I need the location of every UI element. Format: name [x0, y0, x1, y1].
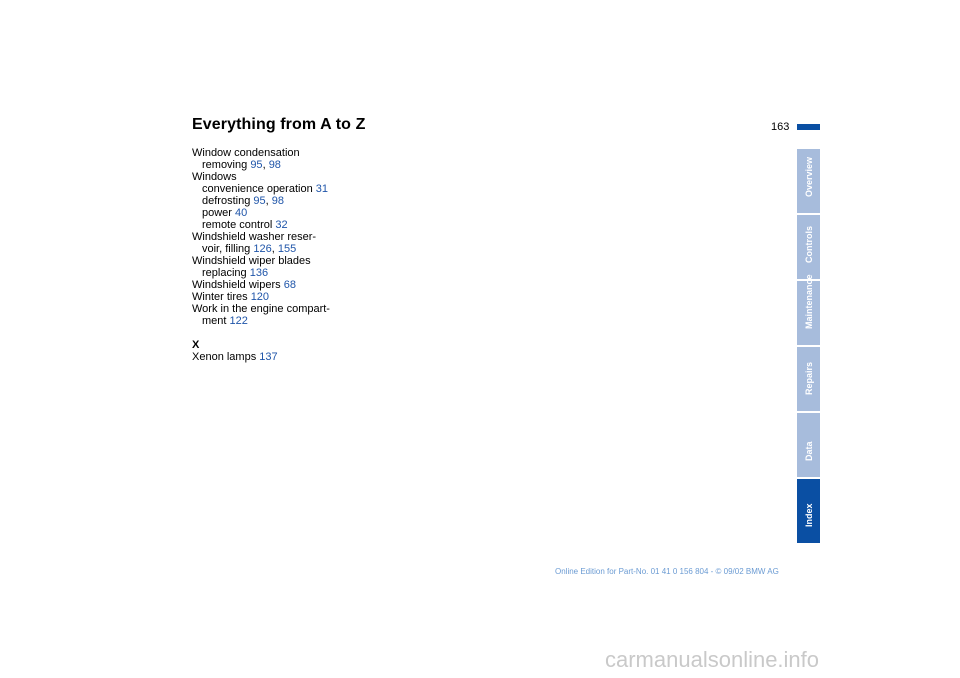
page-reference-link[interactable]: 68 [283, 279, 296, 291]
index-entry [192, 291, 352, 303]
index-entry: removing 95, 98 [202, 159, 281, 171]
tab-index[interactable] [797, 479, 820, 543]
page-reference-link[interactable]: 126 [253, 243, 272, 255]
tab-label: Controls [803, 226, 814, 263]
tab-overview[interactable] [797, 149, 820, 213]
index-entry-text: ment [202, 315, 227, 327]
index-entry-text: Windshield washer reser- [192, 231, 317, 243]
index-entry [192, 267, 352, 279]
page-reference-link[interactable]: 40 [235, 207, 248, 219]
index-entry [192, 219, 352, 231]
index-entry-text: Xenon lamps [192, 351, 257, 363]
index-entry [192, 315, 352, 327]
tab-label: Data [803, 441, 814, 461]
index-entry-text: removing [202, 159, 248, 171]
index-entry-text: remote control [202, 219, 273, 231]
index-entry [192, 351, 352, 363]
index-list [192, 147, 352, 363]
page-reference-link[interactable]: 95 [250, 159, 263, 171]
page-reference-link[interactable]: 98 [268, 159, 281, 171]
index-entry [192, 147, 352, 159]
page-number: 163 [771, 121, 790, 133]
page-reference-link[interactable]: 136 [249, 267, 269, 279]
page-marker [797, 124, 820, 130]
tab-repairs[interactable] [797, 347, 820, 411]
index-letter-heading [192, 339, 352, 351]
page-reference-link[interactable]: 98 [271, 195, 284, 207]
page-reference-link[interactable]: 32 [275, 219, 288, 231]
section-tabs [797, 149, 820, 545]
index-entry [192, 171, 352, 183]
footer-copyright: Online Edition for Part-No. 01 41 0 156 804 - © 09/02 BMW AG [555, 567, 779, 576]
index-entry-text: Windshield wipers [192, 279, 281, 291]
page-reference-link[interactable]: 120 [250, 291, 270, 303]
page-reference-link[interactable]: 155 [277, 243, 297, 255]
index-entry-text: X [192, 339, 200, 351]
index-entry-text: Windshield wiper blades [192, 255, 311, 267]
page-reference-link[interactable]: 95 [253, 195, 266, 207]
index-entry-text: power [202, 207, 232, 219]
index-entry-text: convenience operation [202, 183, 313, 195]
index-entry: voir, filling 126, 155 [202, 243, 297, 255]
index-entry [192, 207, 352, 219]
index-entry-text: voir, filling [202, 243, 251, 255]
index-entry [192, 279, 352, 291]
index-entry-text: replacing [202, 267, 247, 279]
index-entry: defrosting 95, 98 [202, 195, 284, 207]
index-entry-text: Winter tires [192, 291, 248, 303]
tab-controls[interactable] [797, 215, 820, 279]
tab-label: Repairs [803, 361, 814, 395]
index-entry [192, 231, 352, 243]
tab-label: Maintenance [803, 274, 814, 329]
index-entry [192, 303, 352, 315]
tab-label: Overview [803, 156, 814, 197]
page-reference-link[interactable]: 122 [229, 315, 248, 327]
index-entry-text: defrosting [202, 195, 251, 207]
watermark: carmanualsonline.info [605, 647, 820, 672]
page-title: Everything from A to Z [192, 116, 366, 133]
tab-maintenance[interactable] [797, 274, 820, 345]
index-entry-text: Windows [192, 171, 237, 183]
index-entry [192, 255, 352, 267]
page-reference-link[interactable]: 137 [259, 351, 278, 363]
index-entry [192, 183, 352, 195]
index-entry-text: Window condensation [192, 147, 300, 159]
tab-label: Index [803, 503, 814, 527]
index-entry-text: Work in the engine compart- [192, 303, 330, 315]
page-reference-link[interactable]: 31 [315, 183, 329, 195]
tab-data[interactable] [797, 413, 820, 477]
